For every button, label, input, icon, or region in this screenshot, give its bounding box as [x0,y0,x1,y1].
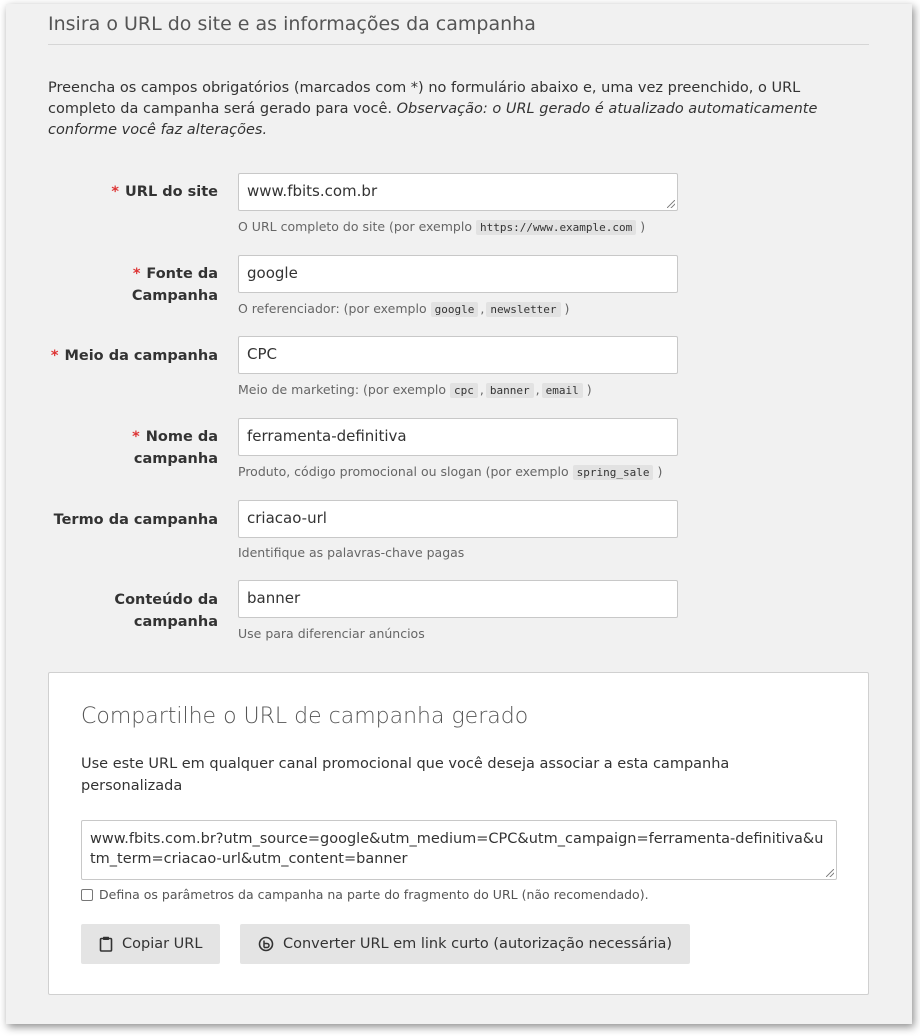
fragment-checkbox[interactable] [81,889,93,901]
source-value: google [247,264,298,282]
hint-end: ) [657,464,663,479]
required-marker: * [132,429,140,445]
page-title: Insira o URL do site e as informações da campanha [48,13,536,35]
site-url-hint [238,218,645,237]
campaign-url-builder-card [6,4,912,1024]
required-marker: * [132,266,141,282]
hint-text: Produto, código promocional ou slogan (por exemplo [238,464,569,479]
source-label-text: Fonte da Campanha [131,266,218,304]
site-url-input[interactable] [238,173,678,211]
campaign-name-value: ferramenta-definitiva [247,427,407,445]
example-code: cpc [450,383,478,398]
term-value: criacao-url [247,509,327,527]
intro-paragraph [48,78,848,141]
content-label-text: Conteúdo da campanha [114,592,218,630]
medium-label-text: Meio da campanha [64,348,218,364]
content-hint [238,625,425,643]
source-hint [238,300,569,319]
example-code: banner [486,383,534,398]
source-label [48,263,218,307]
medium-value: CPC [247,345,277,363]
title-divider [48,44,869,45]
example-code: https://www.example.com [476,220,636,235]
required-marker: * [111,184,120,200]
site-url-label [48,181,218,203]
example-code: google [431,302,479,317]
example-code: newsletter [486,302,560,317]
site-url-label-text: URL do site [125,184,218,200]
intro-note: Observação: o URL gerado é atualizado automaticamente conforme você faz alterações. [48,101,818,138]
example-code: spring_sale [573,465,654,480]
hint-end: ) [640,219,646,234]
share-title: Compartilhe o URL de campanha gerado [81,704,529,729]
share-url-panel [48,672,869,995]
term-label [48,509,218,531]
copy-url-button[interactable] [81,924,220,964]
term-hint [238,544,464,562]
name-label-text: Nome da campanha [133,429,218,467]
hint-text: O URL completo do site (por exemplo [238,219,472,234]
shorten-url-label: Converter URL em link curto (autorização necessária) [283,936,673,952]
hint-separator: , [480,301,485,316]
hint-end: ) [564,301,570,316]
fragment-option[interactable] [81,887,649,902]
share-description: Use este URL em qualquer canal promocional que você deseja associar a esta campanha personalizada [81,756,730,794]
campaign-name-hint [238,463,662,482]
hint-separator: , [479,382,484,397]
clipboard-icon [99,936,113,952]
content-label [78,589,218,633]
resize-handle[interactable] [826,869,834,877]
fragment-checkbox-label: Defina os parâmetros da campanha na parte do fragmento do URL (não recomendado). [99,887,649,902]
hint-separator: , [535,382,540,397]
example-code: email [542,383,583,398]
link-shortener-icon [258,936,274,952]
source-input[interactable] [238,255,678,293]
content-value: banner [247,589,301,607]
campaign-name-input[interactable] [238,418,678,456]
site-url-value: www.fbits.com.br [247,182,378,200]
medium-label [48,345,218,367]
resize-handle[interactable] [667,200,675,208]
hint-text: Meio de marketing: (por exemplo [238,382,447,397]
generated-url-textarea[interactable] [81,820,837,880]
generated-url-value: www.fbits.com.br?utm_source=google&utm_medium=CPC&utm_campaign=ferramenta-definitiva&utm_term=criacao-url&utm_content=banner [90,831,824,867]
hint-end: ) [586,382,592,397]
content-input[interactable] [238,580,678,618]
hint-text: O referenciador: (por exemplo [238,301,427,316]
hint-text: Use para diferenciar anúncios [238,626,425,641]
term-label-text: Termo da campanha [53,512,218,528]
intro-text: Preencha os campos obrigatórios (marcados com *) no formulário abaixo e, uma vez preenchido, o URL completo da campanha será gerado para você. [48,80,801,117]
copy-url-label: Copiar URL [122,936,203,952]
medium-hint [238,381,592,400]
hint-text: Identifique as palavras-chave pagas [238,545,465,560]
medium-input[interactable] [238,336,678,374]
name-label [48,426,218,470]
required-marker: * [50,348,59,364]
term-input[interactable] [238,500,678,538]
shorten-url-button[interactable] [240,924,690,964]
